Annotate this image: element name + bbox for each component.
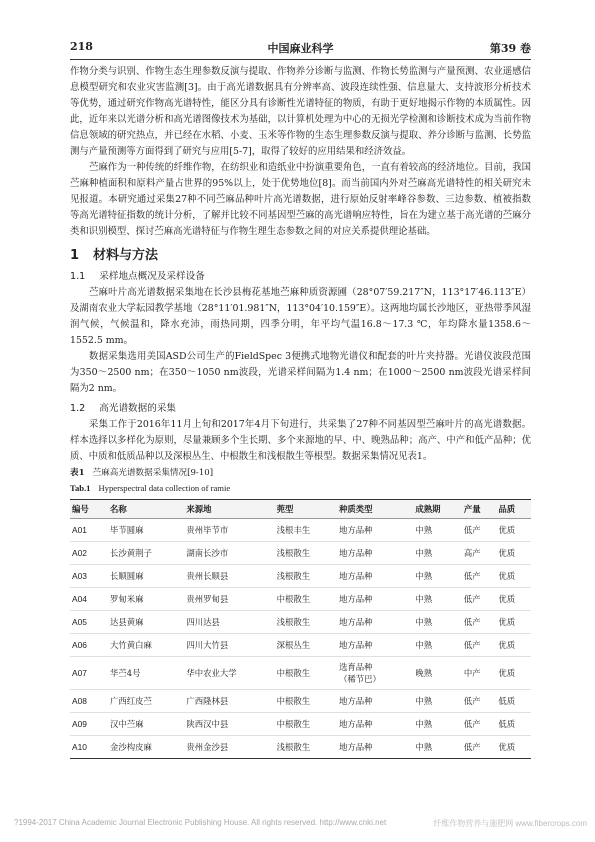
paragraph-intro-continued: 作物分类与识别、作物生态生理参数反演与提取、作物养分诊断与监测、作物长势监测与产量预测、农业遥感信息模型研究和农业灾害监测[3]。由于高光谱数据具有分辨率高、波段连续性强、信息量大、支持波形分析技术等优势，通过研究作物高光谱特性，能区分具有诊断性光谱特征的物质，有助于更好地揭示作物的本质属性。因此，近年来以光谱分析和高光谱图像技术为基础，以计算机处理为中心的无损光学检测和诊断技术成为当前作物信息领域的研究热点，并已经在水稻、小麦、玉米等作物的生态生理参数反演与提取、养分诊断与监测、长势监测与产量预测等方面得到了研究与应用[5-7]，取得了较好的应用结果和经济效益。	[70, 66, 531, 157]
table-row	[70, 657, 531, 690]
table-cell: 中熟	[413, 519, 461, 542]
table-cell: 浅根散生	[275, 542, 337, 565]
table-cell: 广西隆林县	[184, 690, 274, 713]
table-cell: 长顺圆麻	[108, 565, 184, 588]
paragraph-equipment: 数据采集选用美国ASD公司生产的FieldSpec 3便携式地物光谱仪和配套的叶片夹持器。光谱仪波段范围为350～2500 nm；在350～1050 nm波段，光谱采样间隔为1.4 nm；在1000～2500 nm波段光谱采样间隔为2 nm。	[70, 351, 531, 394]
table-cell: 低质	[496, 690, 531, 713]
journal-title: 中国麻业科学	[267, 42, 334, 55]
table-cell: A08	[70, 690, 108, 713]
table-cell: 中熟	[413, 713, 461, 736]
table-cell: 高产	[462, 542, 497, 565]
paragraph-ramie-background: 苎麻作为一种传统的纤维作物，在纺织业和造纸业中扮演重要角色，一直有着较高的经济地位。目前，我国苎麻种植面积和原料产量占世界的95%以上，处于优势地位[8]。而当前国内外对苎麻高光谱特性的相关研究未见报道。本研究通过采集27种不同苎麻品种叶片高光谱数据，进行原始反射率峰谷参数、三边参数、植被指数等高光谱特征指数的统计分析，了解并比较不同基因型苎麻的高光谱响应特性，旨在为建立基于高光谱的苎麻分类和识别模型、探讨苎麻高光谱特征与作物生理生态参数之间的对应关系提供理论基础。	[70, 162, 531, 237]
column-header: 品质	[496, 500, 531, 519]
table-cell: 贵州长顺县	[184, 565, 274, 588]
table-cell: 优质	[496, 657, 531, 690]
table-cell: 选育品种 （稀节巴）	[337, 657, 413, 690]
table-cell: 地方品种	[337, 736, 413, 759]
table-cell: 中熟	[413, 565, 461, 588]
table-row	[70, 736, 531, 759]
table-label: 表1	[70, 468, 85, 478]
copyright-notice: ?1994-2017 China Academic Journal Electronic Publishing House. All rights reserved. http://www.cnki.net	[14, 818, 387, 827]
table-cell: 优质	[496, 519, 531, 542]
table-cell: 陕西汉中县	[184, 713, 274, 736]
table-cell: 地方品种	[337, 713, 413, 736]
column-header: 产量	[462, 500, 497, 519]
table-cell: 地方品种	[337, 542, 413, 565]
running-header	[70, 40, 531, 56]
table-cell: 金沙构皮麻	[108, 736, 184, 759]
subsection-heading-1-2	[70, 401, 531, 417]
table-cell: 浅根散生	[275, 611, 337, 634]
table-cell: A09	[70, 713, 108, 736]
table-cell: 地方品种	[337, 611, 413, 634]
table-cell: A07	[70, 657, 108, 690]
table-cell: 低产	[462, 690, 497, 713]
table-cell: 贵州金沙县	[184, 736, 274, 759]
table-cell: 低产	[462, 519, 497, 542]
table-cell: 罗甸米麻	[108, 588, 184, 611]
table-row	[70, 519, 531, 542]
table-cell: 地方品种	[337, 519, 413, 542]
column-header: 成熟期	[413, 500, 461, 519]
table-cell: 中根散生	[275, 588, 337, 611]
table-row	[70, 565, 531, 588]
table-cell: 广西红皮苎	[108, 690, 184, 713]
table-cell: 中熟	[413, 542, 461, 565]
table-cell: 汉中苎麻	[108, 713, 184, 736]
table-cell: 毕节圆麻	[108, 519, 184, 542]
volume-label: 第39 卷	[489, 42, 531, 55]
table-cell: 优质	[496, 736, 531, 759]
table-cell: 达县黄麻	[108, 611, 184, 634]
table-cell: 地方品种	[337, 690, 413, 713]
column-header: 名称	[108, 500, 184, 519]
table-cell: 优质	[496, 588, 531, 611]
page-footer	[0, 818, 595, 836]
table-cell: A01	[70, 519, 108, 542]
subsection-title: 高光谱数据的采集	[99, 403, 177, 414]
table-cell: 低产	[462, 736, 497, 759]
section-title: 材料与方法	[93, 248, 159, 263]
data-collection-table	[70, 499, 531, 759]
table-caption-english	[70, 481, 531, 495]
table-cell: 低产	[462, 634, 497, 657]
table-cell: 地方品种	[337, 634, 413, 657]
table-cell: A04	[70, 588, 108, 611]
table-cell: 中产	[462, 657, 497, 690]
subsection-title: 采样地点概况及采样设备	[99, 271, 205, 282]
table-row	[70, 713, 531, 736]
table-cell: 晚熟	[413, 657, 461, 690]
table-row	[70, 690, 531, 713]
table-caption-text: 苎麻高光谱数据采集情况[9-10]	[92, 468, 214, 478]
table-caption	[70, 466, 531, 480]
table-header-row	[70, 500, 531, 519]
table-cell: A06	[70, 634, 108, 657]
table-cell: 中熟	[413, 634, 461, 657]
table-cell: 四川大竹县	[184, 634, 274, 657]
table-cell: 湖南长沙市	[184, 542, 274, 565]
table-row	[70, 542, 531, 565]
table-cell: 长沙黄荆子	[108, 542, 184, 565]
table-cell: 低产	[462, 713, 497, 736]
article-body	[70, 64, 531, 759]
column-header: 种质类型	[337, 500, 413, 519]
table-cell: A10	[70, 736, 108, 759]
subsection-number: 1.2	[70, 403, 86, 414]
table-row	[70, 611, 531, 634]
table-row	[70, 634, 531, 657]
table-row	[70, 588, 531, 611]
table-cell: 浅根散生	[275, 565, 337, 588]
table-cell: 深根丛生	[275, 634, 337, 657]
column-header: 蔸型	[275, 500, 337, 519]
watermark: 纤维作物营养与施肥网 www.fibercrops.com	[433, 819, 587, 828]
table-cell: 地方品种	[337, 565, 413, 588]
table-cell: 贵州毕节市	[184, 519, 274, 542]
column-header: 来源地	[184, 500, 274, 519]
table-cell: 浅根散生	[275, 736, 337, 759]
table-cell: 优质	[496, 542, 531, 565]
table-cell: 中根散生	[275, 690, 337, 713]
table-caption-text-english: Hyperspectral data collection of ramie	[98, 483, 231, 493]
table-cell: 低质	[496, 713, 531, 736]
table-cell: 优质	[496, 611, 531, 634]
table-cell: 中熟	[413, 736, 461, 759]
subsection-heading-1-1	[70, 269, 531, 285]
table-cell: A02	[70, 542, 108, 565]
page-number: 218	[70, 40, 93, 53]
table-cell: 中根散生	[275, 657, 337, 690]
table-body	[70, 519, 531, 759]
table-cell: A03	[70, 565, 108, 588]
header-rule	[70, 59, 531, 60]
table-cell: 优质	[496, 634, 531, 657]
table-cell: 浅根丰生	[275, 519, 337, 542]
table-label-english: Tab.1	[70, 483, 91, 493]
paragraph-sampling-site: 苎麻叶片高光谱数据采集地在长沙县梅花基地苎麻种质资源圃（28°07′59.217″N，113°17′46.113″E）及湖南农业大学耘园教学基地（28°11′01.981″N，113°04′10.159″E）。这两地均属长沙地区，亚热带季风湿润气候，气候温和，降水充沛，雨热同期，四季分明，年平均气温16.8～17.3 ℃，年均降水量1358.6～1552.5 mm。	[70, 287, 531, 346]
table-cell: 贵州罗甸县	[184, 588, 274, 611]
table-cell: 低产	[462, 565, 497, 588]
section-number: 1	[70, 248, 80, 263]
table-cell: 中熟	[413, 690, 461, 713]
table-cell: 优质	[496, 565, 531, 588]
table-cell: A05	[70, 611, 108, 634]
table-cell: 中熟	[413, 588, 461, 611]
table-cell: 低产	[462, 611, 497, 634]
paragraph-data-collection: 采集工作于2016年11月上旬和2017年4月下旬进行，共采集了27种不同基因型苎麻叶片的高光谱数据。样本选择以多样化为原则，尽量兼顾多个生长期、多个来源地的早、中、晚熟品种；高产、中产和低产品种；优质、中质和低质品种以及深根丛生、中根散生和浅根散生等根型。数据采集情况见表1。	[70, 419, 531, 462]
column-header: 编号	[70, 500, 108, 519]
table-cell: 华苎4号	[108, 657, 184, 690]
table-cell: 四川达县	[184, 611, 274, 634]
subsection-number: 1.1	[70, 271, 86, 282]
table-cell: 华中农业大学	[184, 657, 274, 690]
section-heading	[70, 247, 531, 265]
table-cell: 大竹黄白麻	[108, 634, 184, 657]
table-cell: 中根散生	[275, 713, 337, 736]
table-cell: 中熟	[413, 611, 461, 634]
table-cell: 地方品种	[337, 588, 413, 611]
table-cell: 低产	[462, 588, 497, 611]
